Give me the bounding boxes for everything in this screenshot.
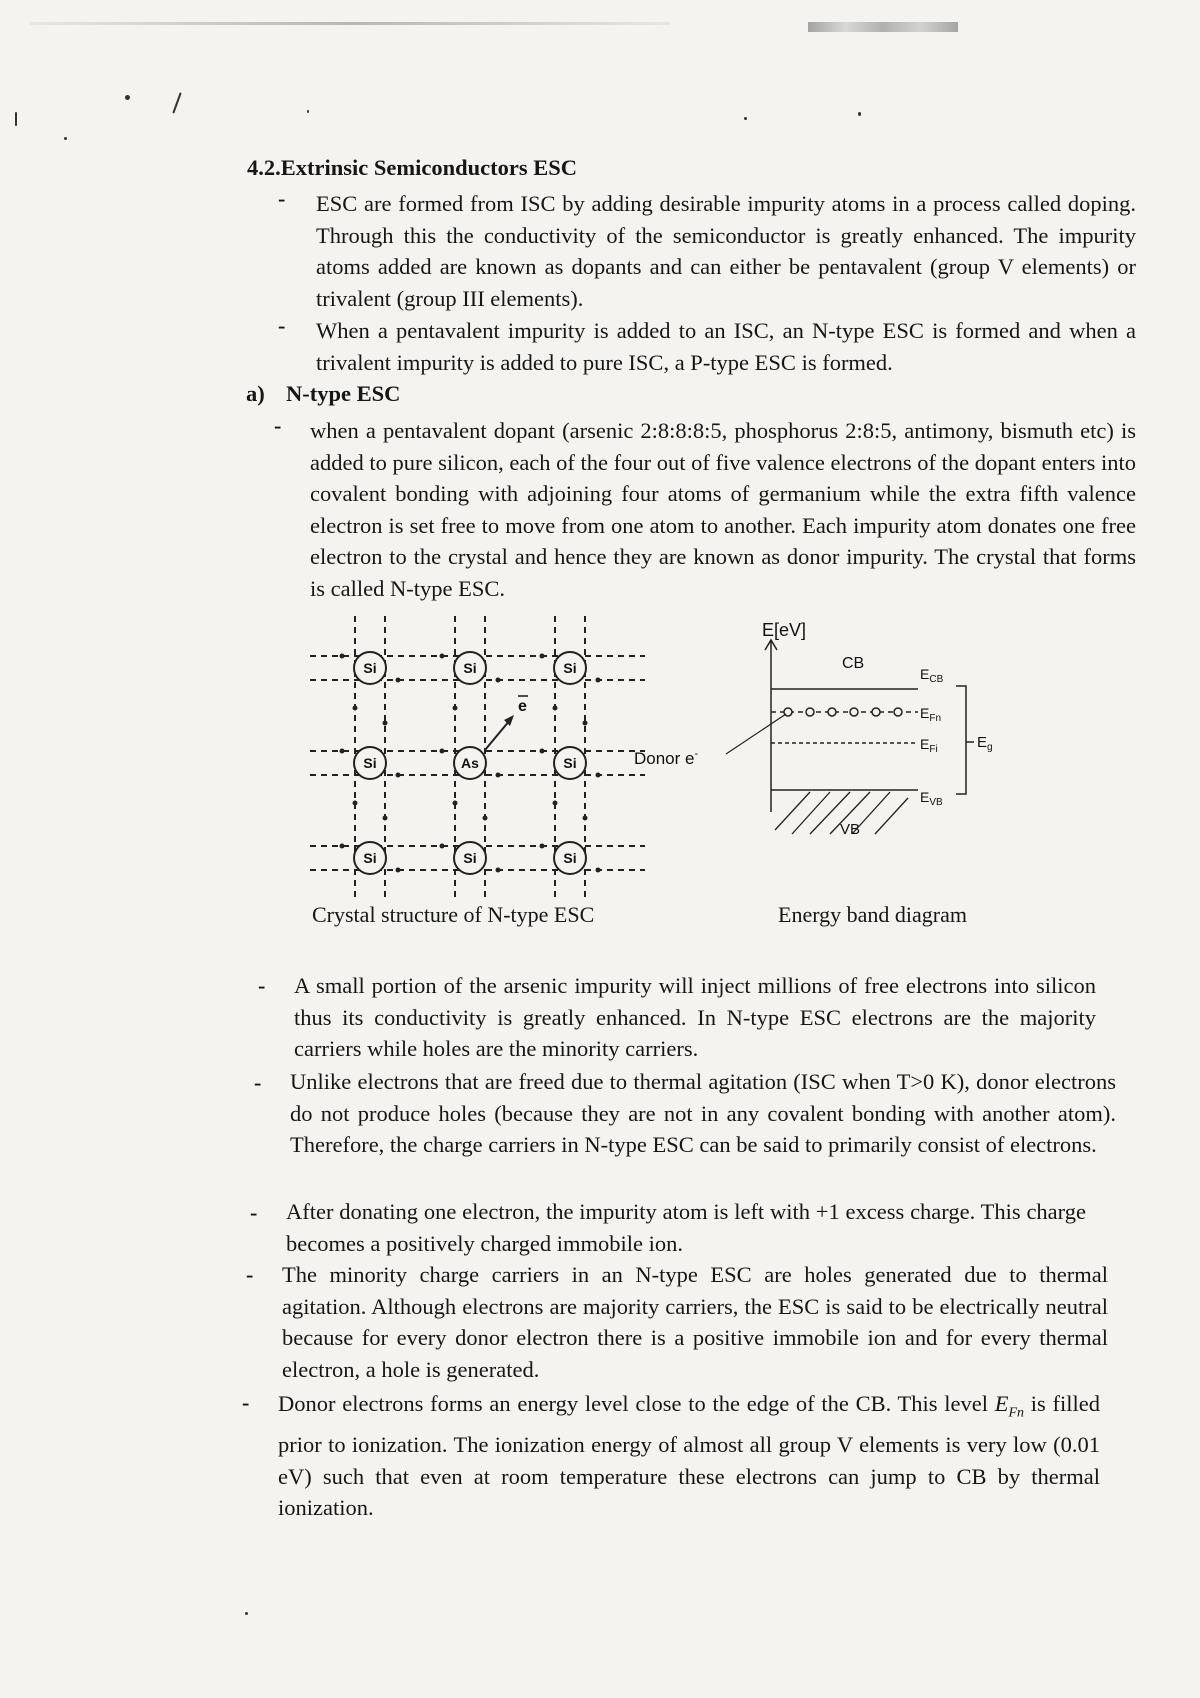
after-bullet-2: Unlike electrons that are freed due to thermal agitation (ISC when T>0 K), donor electrons do not produce holes (because they are not in any covalent bonding with another atom). Therefore, the charge carriers in N-type ESC can be said to primarily consist of electrons. [290,1069,1116,1157]
efn-label: $E_{Fn}$ [920,705,942,724]
section-title: 4.2.Extrinsic Semiconductors ESC [247,155,578,180]
scan-speck [64,137,67,140]
scan-speck [15,112,17,126]
bullet-dash: - [250,1200,258,1225]
energy-axis-label: E[eV] [762,620,807,640]
atom-label: Si [363,755,377,771]
bullet-dash: - [242,1390,250,1415]
crystal-structure-diagram [300,608,660,903]
donor-electron [872,708,880,716]
donor-electron [894,708,902,716]
atom-label: Si [563,850,577,866]
bullet-dash: - [246,1262,254,1287]
after-bullet-5 [278,1388,1100,1524]
free-electron-arrow [485,720,510,750]
intro-bullet-2: When a pentavalent impurity is added to an ISC, an N-type ESC is formed and when a trivalent impurity is added to pure ISC, a P-type ESC is formed. [316,318,1136,375]
after-bullet-5-part2: is filled prior to ionization. The ionization energy of almost all group V elements is very low (0.01 eV) such that even at room temperature these electrons can jump to CB by thermal ionization. [278,1391,1100,1520]
cb-label: CB [842,655,865,672]
bandgap-bracket [956,686,966,794]
vb-label: VB [840,821,861,838]
bullet-dash: - [278,186,286,211]
donor-electron [828,708,836,716]
ecb-label: $E_{CB}$ [920,666,944,685]
scan-speck [858,112,861,116]
band-caption: Energy band diagram [778,902,967,927]
scan-speck [307,110,309,113]
evb-label: $E_{VB}$ [920,789,943,808]
scan-speck [172,92,181,113]
bullet-dash: - [278,313,286,338]
after-bullet-1: A small portion of the arsenic impurity will inject millions of free electrons into silicon thus its conductivity is greatly enhanced. In N-type ESC electrons are the majority carriers while holes are the minority carriers. [294,973,1096,1061]
bullet-dash: - [254,1070,262,1095]
atom-label-dopant: As [461,755,479,771]
donor-pointer [726,714,786,754]
subsection-marker: a) [246,381,265,406]
free-electron-label: e [518,698,527,715]
scan-speck [125,95,130,100]
energy-band-diagram [634,612,1020,912]
subsection-title: N-type ESC [286,381,401,406]
donor-label: Donor e- [634,748,699,768]
after-bullet-5-part1: Donor electrons forms an energy level close to the edge of the CB. This level [278,1391,995,1416]
bullet-dash: - [274,413,282,438]
after-bullet-4: The minority charge carriers in an N-type ESC are holes generated due to thermal agitation. Although electrons are majority carriers, the ESC is said to be electrically neutral because for every donor electron there is a positive immobile ion and for every thermal electron, a hole is generated. [282,1262,1108,1382]
intro-bullet-1: ESC are formed from ISC by adding desirable impurity atoms in a process called doping. Through this the conductivity of the semiconductor is greatly enhanced. The impurity atoms added are known as dopants and can either be pentavalent (group V elements) or trivalent (group III elements). [316,191,1136,311]
donor-electron [850,708,858,716]
eg-label: $E_g$ [977,734,993,753]
scan-artifact-top [30,22,670,25]
scan-artifact-mark [808,22,958,32]
atom-label: Si [363,660,377,676]
atom-label: Si [463,660,477,676]
scan-speck [245,1612,248,1615]
atom-label: Si [563,660,577,676]
after-bullet-3: After donating one electron, the impurity atom is left with +1 excess charge. This charge becomes a positively charged immobile ion. [286,1199,1086,1256]
atom-label: Si [363,850,377,866]
ntype-bullet: when a pentavalent dopant (arsenic 2:8:8:8:5, phosphorus 2:8:5, antimony, bismuth etc) is added to pure silicon, each of the four out of five valence electrons of the dopant enters into covalent bonding with adjoining four atoms of germanium while the extra fifth valence electron is set free to move from one atom to another. Each impurity atom donates one free electron to the crystal and hence they are known as donor impurity. The crystal that forms is called N-type ESC. [310,418,1136,601]
atom-label: Si [463,850,477,866]
donor-electron [806,708,814,716]
efn-inline-symbol: $E_{Fn}$ [994,1391,1025,1421]
bullet-dash: - [258,973,266,998]
scan-speck [744,117,747,120]
efi-label: $E_{Fi}$ [920,736,938,755]
atom-label: Si [563,755,577,771]
crystal-caption: Crystal structure of N-type ESC [312,902,595,927]
